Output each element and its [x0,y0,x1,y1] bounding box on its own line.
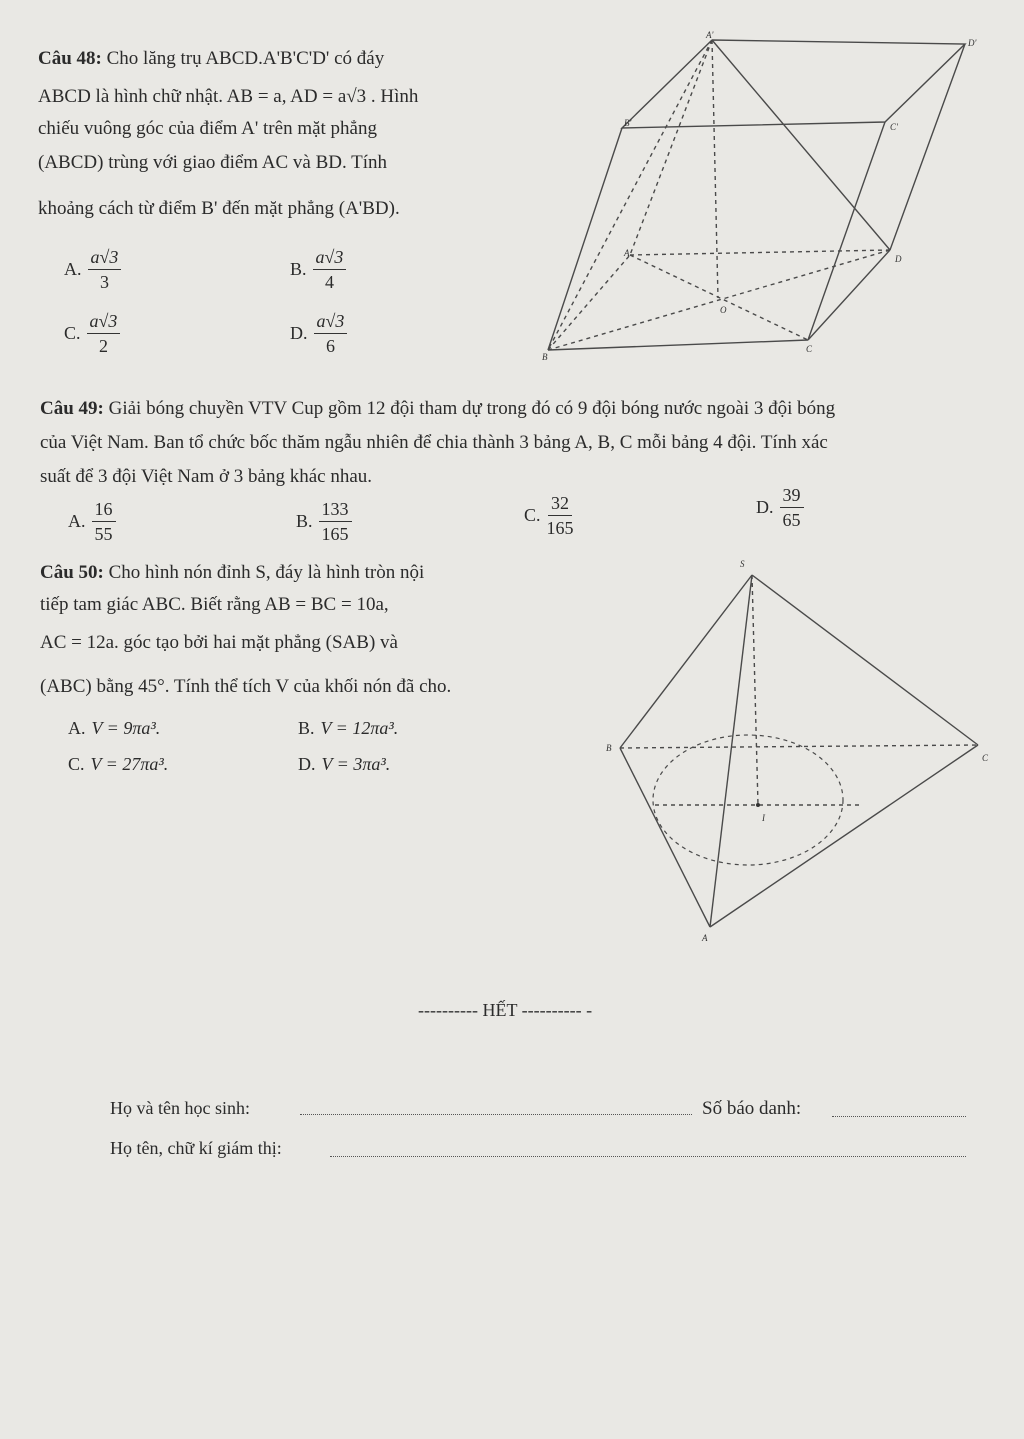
q50-text-1: Cho hình nón đỉnh S, đáy là hình tròn nội [108,562,425,583]
height-A1O [712,40,718,298]
fraction [547,494,574,538]
option-text: V = 27πa³. [90,754,169,774]
q48-line5: khoảng cách từ điểm B' đến mặt phẳng (A'BD). [38,198,400,219]
end-dashes-right: ---------- - [521,1000,593,1020]
q50-line4: (ABC) bằng 45°. Tính thể tích V của khối nón đã cho. [40,676,452,697]
denominator: 4 [324,271,334,292]
option-letter: A. [68,718,86,738]
numerator: 39 [780,486,804,508]
q48-option-b[interactable] [290,248,346,292]
cone-figure [600,555,1000,945]
q48-line4: (ABCD) trùng với giao điểm AC và BD. Tính [38,152,388,173]
center-point [756,803,760,807]
denominator: 165 [546,517,574,538]
fraction [314,312,348,356]
candidate-no-label: Số báo danh: [702,1098,802,1119]
label-C: C [806,344,813,354]
edge-AA1 [630,40,712,255]
q48-option-c[interactable] [64,312,120,356]
q50-line2: tiếp tam giác ABC. Biết rằng AB = BC = 10a, [40,594,389,615]
label-B: B [542,352,548,362]
diag-BD [548,250,890,350]
edge-DD1 [890,44,965,250]
label-C: C [982,753,989,763]
q50-line1 [40,562,424,584]
label-O: O [720,305,727,315]
label-A: A [624,248,630,258]
seg-A1D [712,40,890,250]
option-letter: C. [68,754,85,774]
edge-SA [710,575,752,927]
prism-figure [540,30,990,370]
option-letter: C. [524,505,541,526]
seg-A1B [548,40,712,350]
option-letter: B. [290,259,307,280]
fraction [87,312,121,356]
option-text: V = 12πa³. [320,718,399,738]
edge-SB [620,575,752,748]
edge-AC [710,745,978,927]
q48-line3: chiếu vuông góc của điểm A' trên mặt phẳng [38,118,377,139]
end-dashes-left: ---------- [418,1000,478,1020]
option-letter: B. [296,511,313,532]
edge-SC [752,575,978,745]
student-name-field[interactable] [300,1114,692,1115]
edge-BB1 [548,128,622,350]
numerator: a√3 [313,248,347,270]
option-text: V = 9πa³. [91,718,161,738]
end-text: HẾT [482,1000,518,1020]
height-SI [752,575,758,805]
fraction [313,248,347,292]
student-name-label: Họ và tên học sinh: [110,1098,250,1118]
q48-option-d[interactable] [290,312,347,356]
option-letter: D. [298,754,316,774]
q49-option-c[interactable] [524,494,574,538]
denominator: 65 [782,509,801,530]
denominator: 2 [98,335,108,356]
q50-option-d[interactable] [298,754,390,775]
label-A: A [702,933,708,943]
proctor-label: Họ tên, chữ kí giám thị: [110,1138,282,1158]
denominator: 3 [99,271,109,292]
option-letter: D. [290,323,308,344]
q48-label: Câu 48: [38,48,102,69]
option-letter: A. [68,511,86,532]
numerator: a√3 [314,312,348,334]
option-letter: D. [756,497,774,518]
label-B: B [606,743,612,753]
label-D1: D' [968,38,977,48]
label-B1: B' [624,118,632,128]
label-I: I [762,813,765,823]
q48-option-a[interactable] [64,248,121,292]
q49-line1 [40,398,835,420]
q48-line1 [38,48,384,70]
denominator: 165 [321,523,349,544]
numerator: 133 [319,500,352,522]
denominator: 6 [325,335,335,356]
fraction [92,500,116,544]
q49-line3: suất để 3 đội Việt Nam ở 3 bảng khác nhau. [40,466,373,487]
fraction [780,486,804,530]
edge-BA [620,748,710,927]
q48-text-1: Cho lăng trụ ABCD.A'B'C'D' có đáy [106,48,385,69]
numerator: 16 [92,500,116,522]
diag-AC [630,255,808,340]
option-letter: C. [64,323,81,344]
q49-option-a[interactable] [68,500,116,544]
q49-label: Câu 49: [40,398,104,419]
fraction [88,248,122,292]
q49-text-1: Giải bóng chuyền VTV Cup gồm 12 đội tham dự trong đó có 9 đội bóng nước ngoài 3 đội bóng [108,398,836,419]
edge-BA [548,255,630,350]
q50-option-b[interactable] [298,718,398,739]
fraction [319,500,352,544]
q50-option-a[interactable] [68,718,160,739]
option-letter: B. [298,718,315,738]
numerator: 32 [548,494,572,516]
q50-label: Câu 50: [40,562,104,583]
q49-option-b[interactable] [296,500,352,544]
edge-CD [808,250,890,340]
end-marker [418,1000,592,1021]
q50-line3: AC = 12a. góc tạo bởi hai mặt phẳng (SAB) và [40,632,398,653]
q49-option-d[interactable] [756,486,804,530]
inscribed-circle [653,735,843,865]
label-A1: A' [706,30,714,40]
label-D: D [895,254,902,264]
candidate-no-field[interactable] [832,1116,966,1117]
q50-option-c[interactable] [68,754,168,775]
option-letter: A. [64,259,82,280]
q49-line2: của Việt Nam. Ban tổ chức bốc thăm ngẫu nhiên để chia thành 3 bảng A, B, C mỗi bảng 4 đội. Tính xác [40,432,828,453]
edge-BC [548,340,808,350]
denominator: 55 [94,523,113,544]
option-text: V = 3πa³. [321,754,391,774]
label-C1: C' [890,122,898,132]
numerator: a√3 [88,248,122,270]
numerator: a√3 [87,312,121,334]
q48-line2: ABCD là hình chữ nhật. AB = a, AD = a√3 . Hình [38,86,419,107]
label-S: S [740,559,745,569]
edge-AD [630,250,890,255]
prism-top-face [622,40,965,128]
proctor-field[interactable] [330,1156,966,1157]
